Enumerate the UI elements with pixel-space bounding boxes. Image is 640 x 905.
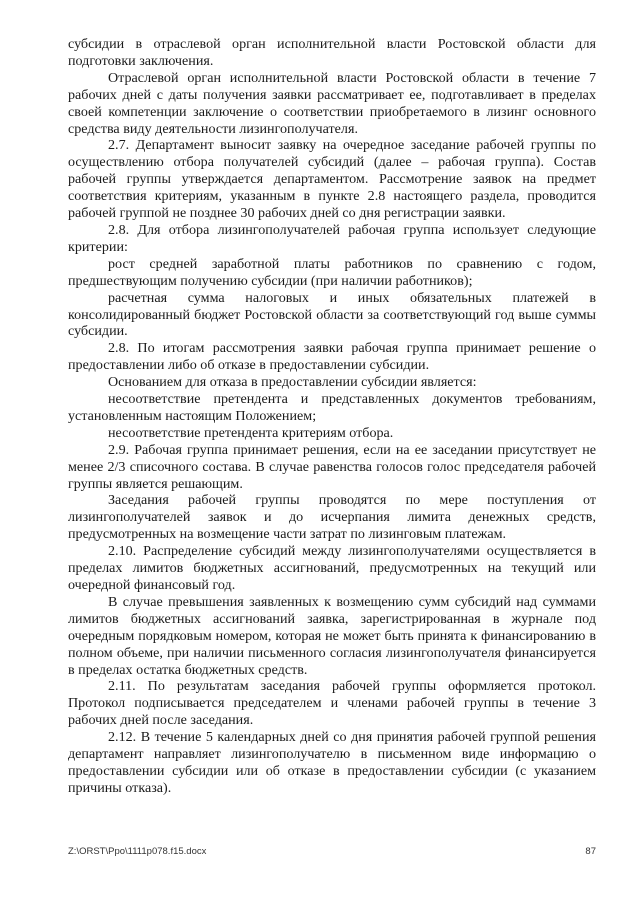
paragraph: Заседания рабочей группы проводятся по мере поступления от лизингополучателей заявок и до исчерпания лимита денежных средств, предусмотренных на возмещение части затрат по лизинговым платежам. xyxy=(68,492,596,543)
paragraph: расчетная сумма налоговых и иных обязательных платежей в консолидированный бюджет Ростовской области за соответствующий год выше суммы субсидии. xyxy=(68,289,596,340)
paragraph: Отраслевой орган исполнительной власти Ростовской области в течение 7 рабочих дней с даты получения заявки рассматривает ее, подготавливает в пределах своей компетенции заключение о соответствии приобретаемого в лизинг основного средства виду деятельности лизингополучателя. xyxy=(68,69,596,137)
paragraph: 2.9. Рабочая группа принимает решения, если на ее заседании присутствует не менее 2/3 списочного состава. В случае равенства голосов голос председателя рабочей группы является решающим. xyxy=(68,441,596,492)
paragraph: несоответствие претендента критериям отбора. xyxy=(108,424,394,441)
paragraph: В случае превышения заявленных к возмещению сумм субсидий над суммами лимитов бюджетных ассигнований заявка, зарегистрированная в журнале под очередным порядковым номером, которая не может быть принята к финансированию в полном объеме, при наличии письменного согласия лизингополучателя финансируется в пределах остатка бюджетных средств. xyxy=(68,593,596,678)
paragraph: 2.8. По итогам рассмотрения заявки рабочая группа принимает решение о предоставлении либо об отказе в предоставлении субсидии. xyxy=(68,340,596,374)
paragraph: 2.12. В течение 5 календарных дней со дня принятия рабочей группой решения департамент направляет лизингополучателю в письменном виде информацию о предоставлении субсидии или об отказе в предоставлении субсидии (с указанием причины отказа). xyxy=(68,729,596,796)
paragraph: рост средней заработной платы работников по сравнению с годом, предшествующим получению субсидии (при наличии работников); xyxy=(68,255,596,289)
paragraph: субсидии в отраслевой орган исполнительной власти Ростовской области для подготовки заключения. xyxy=(68,36,596,69)
paragraph: 2.10. Распределение субсидий между лизингополучателями осуществляется в пределах лимитов бюджетных ассигнований, предусмотренных на текущий или очередной финансовый год. xyxy=(68,543,596,593)
page-footer xyxy=(68,846,596,860)
document-body xyxy=(68,36,596,797)
paragraph: 2.8. Для отбора лизингополучателей рабочая группа использует следующие критерии: xyxy=(68,221,596,255)
paragraph: несоответствие претендента и представленных документов требованиям, установленным настоящим Положением; xyxy=(68,391,596,424)
paragraph: Основанием для отказа в предоставлении субсидии является: xyxy=(108,374,477,391)
paragraph: 2.11. По результатам заседания рабочей группы оформляется протокол. Протокол подписывается председателем и членами рабочей группы в течение 3 рабочих дней после заседания. xyxy=(68,678,596,729)
page-number: 87 xyxy=(585,846,596,857)
footer-file-path: Z:\ORST\Ppo\1111p078.f15.docx xyxy=(68,846,207,857)
paragraph: 2.7. Департамент выносит заявку на очередное заседание рабочей группы по осуществлению отбора получателей субсидий (далее – рабочая группа). Состав рабочей группы утверждается департаментом. Рассмотрение заявок на предмет соответствия критериям, указанным в пункте 2.8 настоящего раздела, проводится рабочей группой не позднее 30 рабочих дней со дня регистрации заявки. xyxy=(68,137,596,222)
